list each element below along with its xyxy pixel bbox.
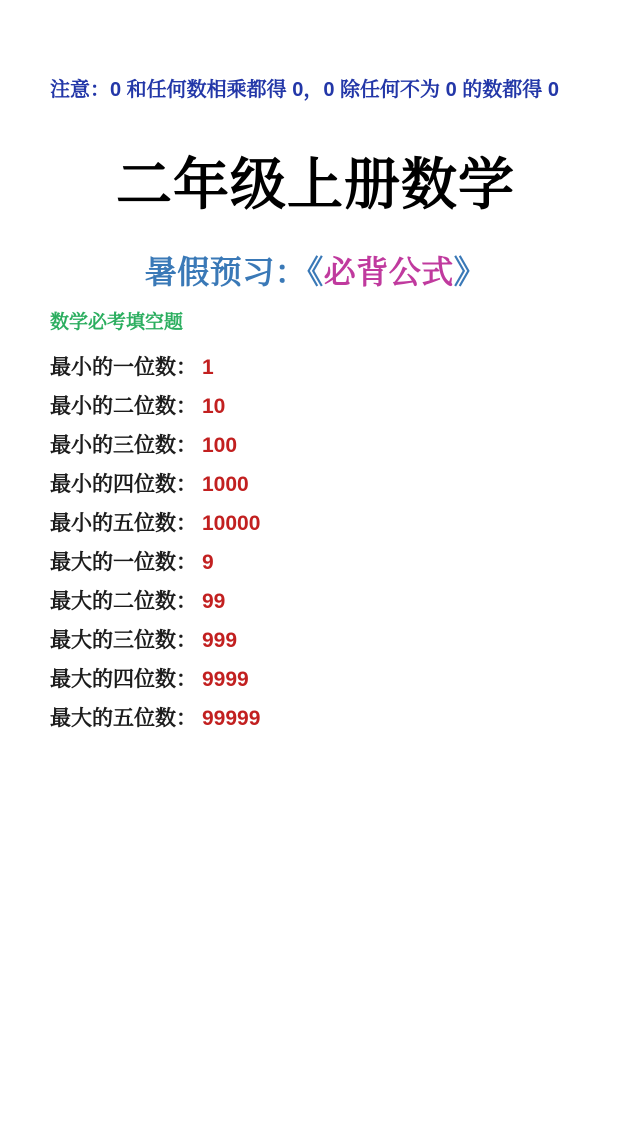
fact-label: 最小的一位数： xyxy=(50,356,197,379)
fact-label: 最大的四位数： xyxy=(50,668,197,691)
fact-value: 99999 xyxy=(202,707,261,730)
fact-label: 最大的三位数： xyxy=(50,629,197,652)
section-heading: 数学必考填空题 xyxy=(50,312,184,333)
fact-label: 最小的二位数： xyxy=(50,395,197,418)
fact-label: 最大的五位数： xyxy=(50,707,197,730)
subtitle-open-bracket: 《 xyxy=(307,254,324,290)
fact-value: 10000 xyxy=(202,512,261,535)
fact-list xyxy=(50,348,631,738)
fact-row xyxy=(50,387,631,426)
subtitle-prefix: 暑假预习： xyxy=(144,254,308,290)
fact-row xyxy=(50,543,631,582)
fact-row xyxy=(50,699,631,738)
fact-value: 99 xyxy=(202,590,226,613)
fact-value: 100 xyxy=(202,434,238,457)
fact-label: 最小的四位数： xyxy=(50,473,197,496)
note-line: 注意：0 和任何数相乘都得 0，0 除任何不为 0 的数都得 0 xyxy=(50,79,559,101)
fact-row xyxy=(50,426,631,465)
fact-value: 1000 xyxy=(202,473,249,496)
fact-label: 最大的二位数： xyxy=(50,590,197,613)
fact-row xyxy=(50,465,631,504)
fact-row xyxy=(50,348,631,387)
fact-label: 最小的五位数： xyxy=(50,512,197,535)
fact-value: 9 xyxy=(202,551,214,574)
fact-value: 9999 xyxy=(202,668,249,691)
subtitle-close-bracket: 》 xyxy=(453,254,487,290)
page-title: 二年级上册数学 xyxy=(116,153,515,216)
fact-value: 999 xyxy=(202,629,238,652)
fact-row xyxy=(50,504,631,543)
fact-value: 1 xyxy=(202,356,214,379)
subtitle-highlight: 必背公式 xyxy=(323,254,454,290)
fact-row xyxy=(50,660,631,699)
fact-row xyxy=(50,621,631,660)
fact-value: 10 xyxy=(202,395,226,418)
fact-label: 最小的三位数： xyxy=(50,434,197,457)
fact-label: 最大的一位数： xyxy=(50,551,197,574)
subtitle xyxy=(0,250,631,294)
fact-row xyxy=(50,582,631,621)
